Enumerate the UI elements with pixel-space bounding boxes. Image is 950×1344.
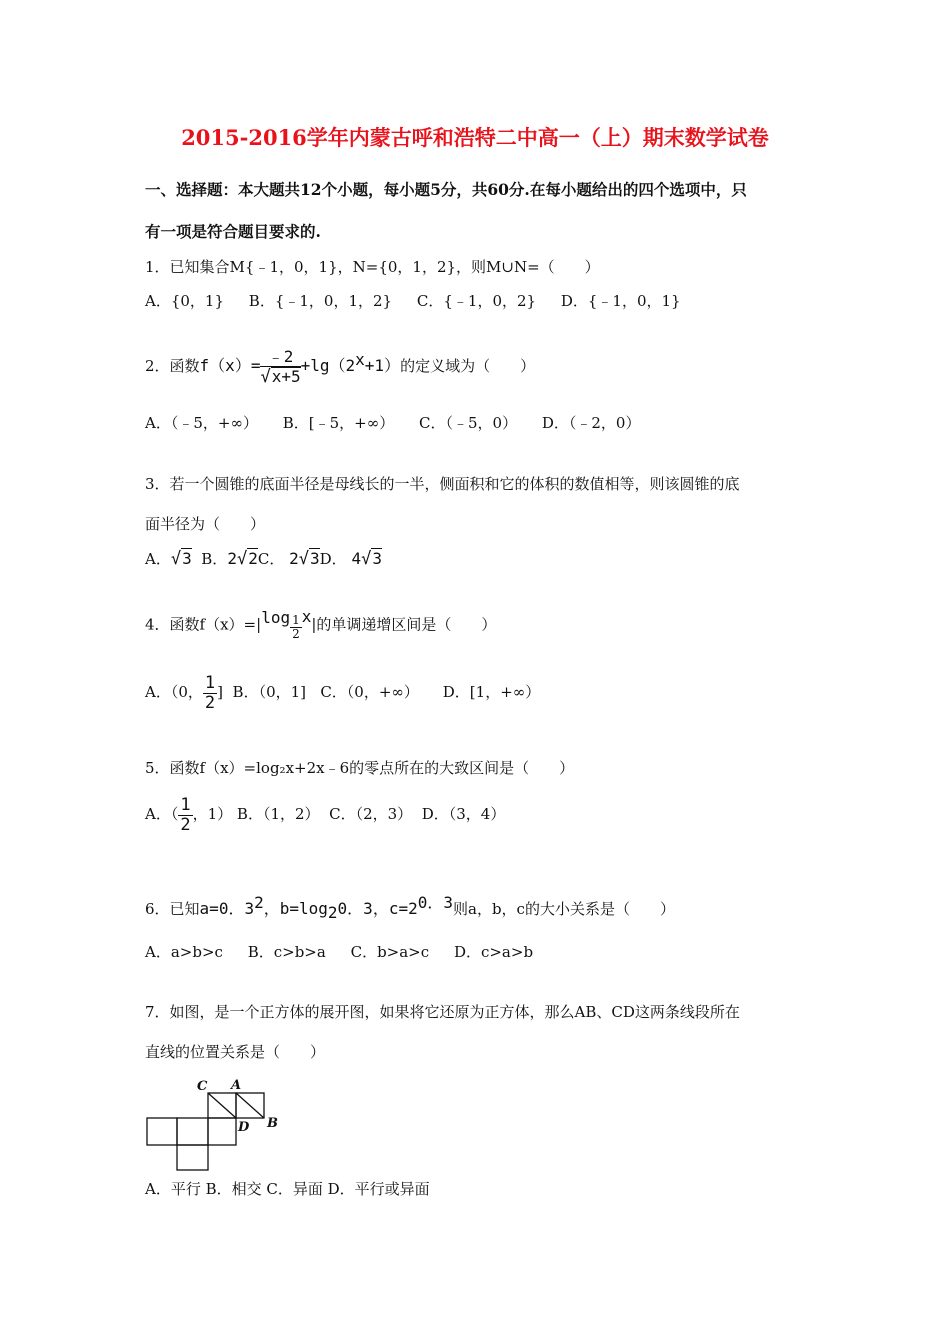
q5-options — [145, 796, 505, 834]
q2-stem — [145, 348, 535, 386]
q5-a-den: 2 — [180, 814, 191, 835]
q6-options — [145, 941, 553, 962]
q2-pre: 2．函数 — [145, 357, 200, 376]
q5-option-b: B．（1，2） — [236, 805, 320, 824]
q2-tail: +1） — [364, 356, 401, 376]
q3-option-a-label: A． — [145, 550, 171, 568]
q3-options: A．√3 B．2√2C． 2√3D． 4√3 — [145, 549, 382, 569]
q3-option-c-radicand: 3 — [310, 549, 320, 568]
q4-log: log — [261, 608, 291, 628]
q3-option-b-label: B． — [201, 550, 228, 568]
q6-option-c: C．b>a>c — [350, 943, 430, 961]
q2-options — [145, 412, 660, 433]
q4-option-a-post: ] — [217, 683, 223, 702]
cube-net-figure — [140, 1075, 290, 1175]
net-square-bottom — [177, 1145, 208, 1170]
q6-expr-b: ，b=log — [263, 899, 328, 918]
q6-stem — [145, 890, 675, 922]
q3-option-d-radicand: 3 — [372, 549, 382, 568]
segment-cd — [208, 1093, 236, 1118]
q2-base: 2 — [345, 356, 356, 376]
q1-stem: 1．已知集合M{﹣1，0，1}，N={0，1，2}，则M∪N=（ ） — [145, 258, 600, 276]
q4-option-d: D．[1，+∞） — [442, 683, 541, 702]
section-heading-line1: 一、选择题：本大题共12个小题，每小题5分，共60分.在每小题给出的四个选项中，只 — [145, 180, 747, 199]
q7-options: A．平行 B．相交 C．异面 D．平行或异面 — [145, 1180, 430, 1198]
net-square-mid-2 — [177, 1118, 208, 1145]
q3-option-c-label: C． — [257, 550, 285, 568]
q2-frac-den: x+5 — [271, 366, 301, 386]
q3-option-b-coef: 2 — [227, 549, 237, 568]
q5-a-num: 1 — [180, 795, 191, 815]
q2-fx: f（x）= — [199, 356, 261, 376]
segment-ab — [236, 1093, 264, 1118]
q3-option-b-radicand: 2 — [248, 549, 258, 568]
q4-base-den: 2 — [292, 627, 300, 642]
q5-option-d: D．（3，4） — [421, 805, 506, 824]
q4-base-num: 1 — [292, 613, 300, 627]
q3-option-d-label: D． — [319, 550, 347, 568]
q5-option-c: C．（2，3） — [329, 805, 413, 824]
q2-option-b: B．[﹣5，+∞） — [282, 414, 395, 432]
q5-option-a-pre: A．（ — [145, 805, 179, 824]
q6-exp-a: 2 — [254, 893, 264, 912]
q1-option-d: D．{﹣1，0，1} — [560, 292, 681, 310]
q2-option-d: D．（﹣2，0） — [541, 414, 641, 432]
q1-option-b: B．{﹣1，0，1，2} — [248, 292, 393, 310]
page-title: 2015-2016学年内蒙古呼和浩特二中高一（上）期末数学试卷 — [181, 125, 769, 150]
q5-option-a-post: ，1） — [192, 805, 233, 824]
q3-option-a-radicand: 3 — [182, 549, 192, 568]
q5-stem: 5．函数f（x）=log₂x+2x﹣6的零点所在的大致区间是（ ） — [145, 759, 575, 777]
label-b: B — [267, 1116, 278, 1131]
q4-option-c: C．（0，+∞） — [320, 683, 419, 702]
q6-expr-a: a=0．3 — [199, 899, 255, 918]
q4-log-base — [290, 614, 302, 641]
net-square-mid-1 — [147, 1118, 177, 1145]
q7-stem-line1: 7．如图，是一个正方体的展开图，如果将它还原为正方体，那么AB、CD这两条线段所在 — [145, 1003, 740, 1021]
q1-option-a: A．{0，1} — [145, 292, 225, 310]
q2-exp: x — [355, 350, 365, 370]
q7-stem-line2: 直线的位置关系是（ ） — [145, 1043, 326, 1061]
q4-option-b: B．（0，1] — [232, 683, 307, 702]
q3-stem-line2: 面半径为（ ） — [145, 515, 266, 533]
q6-expr-b2: 0．3，c= — [337, 899, 409, 918]
q2-fraction: $\frac{﹣2}{√x+5}$ — [260, 347, 301, 387]
q6-post: 则a，b，c的大小关系是（ ） — [453, 900, 675, 918]
q3-option-d-coef: 4 — [351, 549, 362, 568]
q4-a-den: 2 — [204, 692, 216, 713]
q3-option-c-coef: 2 — [289, 549, 299, 568]
q2-option-a: A．（﹣5，+∞） — [145, 414, 258, 432]
q3-stem-line1: 3．若一个圆锥的底面半径是母线长的一半，侧面积和它的体积的数值相等，则该圆锥的底 — [145, 475, 740, 493]
q4-pre: 4．函数f（x）=| — [145, 615, 262, 634]
q6-option-a: A．a>b>c — [145, 943, 223, 961]
q4-a-num: 1 — [204, 673, 216, 693]
q6-exp-c: 0．3 — [417, 893, 454, 912]
q2-post: 的定义域为（ ） — [400, 357, 536, 376]
q6-sub-b: 2 — [327, 903, 338, 922]
q1-options — [145, 290, 701, 311]
q4-options — [145, 674, 540, 712]
label-c: C — [197, 1079, 208, 1094]
q2-option-c: C．（﹣5，0） — [419, 414, 518, 432]
q2-frac-num: ﹣2 — [260, 348, 300, 367]
q2-lg: +lg（ — [300, 356, 346, 376]
q6-option-d: D．c>a>b — [453, 943, 534, 961]
q5-option-a-fraction — [178, 796, 192, 834]
q4-option-a-fraction — [203, 674, 217, 712]
label-a: A — [231, 1078, 242, 1093]
q4-post: |的单调递增区间是（ ） — [311, 615, 497, 634]
net-square-mid-3 — [208, 1118, 236, 1145]
q6-option-b: B．c>b>a — [247, 943, 326, 961]
q4-stem — [145, 606, 497, 642]
q1-option-c: C．{﹣1，0，2} — [416, 292, 537, 310]
section-heading-line2: 有一项是符合题目要求的. — [145, 222, 321, 241]
q6-pre: 6．已知 — [145, 900, 200, 918]
q6-base-c: 2 — [408, 899, 418, 918]
q4-arg: x — [301, 606, 312, 626]
label-d: D — [238, 1120, 250, 1135]
q4-option-a-pre: A．（0， — [145, 683, 203, 702]
